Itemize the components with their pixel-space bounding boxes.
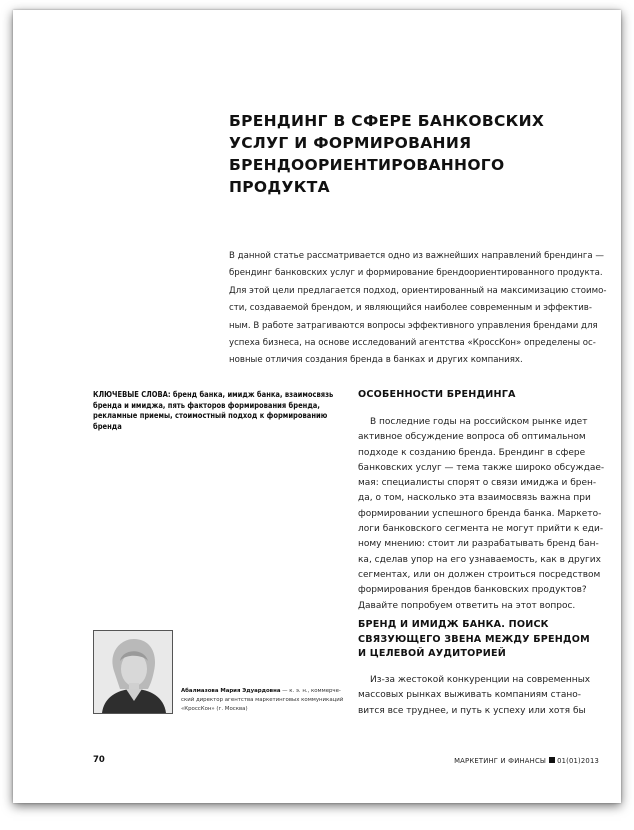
journal-footer (433, 757, 599, 765)
author-name: Абалмазова Мария Эдуардовна (181, 688, 281, 694)
page-number: 70 (93, 755, 105, 765)
body-line: Давайте попробуем ответить на этот вопрос. (358, 600, 576, 611)
abstract-line: новные отличия создания бренда в банках и других компаниях. (229, 355, 523, 366)
body-line: мая: специалисты спорят о связи имиджа и брен- (358, 478, 597, 489)
square-bullet-icon (549, 757, 555, 763)
keywords-line: бренда (93, 421, 122, 431)
abstract-line: ным. В работе затрагиваются вопросы эффективного управления брендами для (229, 320, 598, 331)
body-line: активное обсуждение вопроса об оптимальном (358, 432, 586, 443)
author-line: ский директор агентства маркетинговых коммуникаций (181, 697, 344, 703)
title-line: БРЕНДИНГ В СФЕРЕ БАНКОВСКИХ (229, 112, 545, 130)
heading-line: БРЕНД И ИМИДЖ БАНКА. ПОИСК (358, 619, 549, 630)
author-line: «КроссКон» (г. Москва) (181, 706, 248, 712)
heading-line: И ЦЕЛЕВОЙ АУДИТОРИЕЙ (358, 648, 506, 659)
body-line: логи банковского сегмента не могут прийти к еди- (358, 524, 604, 535)
section2-heading (358, 618, 590, 662)
heading-line: ОСОБЕННОСТИ БРЕНДИНГА (358, 389, 516, 400)
body-line: формирования брендов банковских продуктов? (358, 585, 587, 596)
issue-number: 01(01)2013 (557, 757, 599, 765)
section1-body (358, 415, 608, 614)
title-line: УСЛУГ И ФОРМИРОВАНИЯ (229, 134, 472, 152)
author-photo (93, 630, 173, 714)
body-line: вится все труднее, и путь к успеху или хотя бы (358, 705, 586, 716)
section2-body (358, 673, 608, 719)
abstract-line: В данной статье рассматривается одно из важнейших направлений брендинга — (229, 251, 604, 261)
body-line: формировании успешного бренда банка. Маркето- (358, 508, 602, 519)
body-line: подходе к созданию бренда. Брендинг в сфере (358, 447, 586, 458)
section1-heading (358, 388, 516, 403)
body-line: Из-за жестокой конкуренции на современных (370, 675, 591, 685)
abstract-line: брендинг банковских услуг и формирование брендоориентированного продукта. (229, 268, 603, 279)
abstract-line: успеха бизнеса, на основе исследований агентства «КроссКон» определены ос- (229, 338, 596, 349)
body-line: ка, сделав упор на его узнаваемость, как в других (358, 554, 601, 565)
keywords-line: бренда и имиджа, пять факторов формирования бренда, (93, 400, 320, 410)
author-line (181, 687, 351, 696)
body-line: сегментах, или он должен строиться посредством (358, 569, 601, 580)
keywords-line: рекламные приемы, стоимостный подход к формированию (93, 411, 328, 421)
body-line: В последние годы на российском рынке идет (370, 417, 588, 427)
author-portrait-image (94, 631, 172, 713)
article-title (229, 110, 609, 198)
author-info (181, 687, 351, 714)
article-abstract (229, 248, 607, 370)
body-line: банковских услуг — тема также широко обсуждае- (358, 462, 605, 473)
body-line: ному мнению: стоит ли разрабатывать бренд бан- (358, 539, 599, 550)
keywords-line: КЛЮЧЕВЫЕ СЛОВА: бренд банка, имидж банка, взаимосвязь (93, 390, 334, 399)
heading-line: СВЯЗУЮЩЕГО ЗВЕНА МЕЖДУ БРЕНДОМ (358, 633, 590, 645)
title-line: БРЕНДООРИЕНТИРОВАННОГО ПРОДУКТА (229, 156, 505, 196)
author-title: — к. э. н., коммерче- (280, 688, 341, 694)
keywords-block (93, 390, 334, 432)
journal-name: МАРКЕТИНГ И ФИНАНСЫ (454, 757, 547, 765)
body-line: массовых рынках выживать компаниям стано- (358, 690, 582, 701)
abstract-line: сти, создаваемой брендом, и являющийся наиболее современным и эффектив- (229, 303, 592, 314)
journal-page (13, 10, 621, 803)
body-line: да, о том, насколько эта взаимосвязь важна при (358, 493, 591, 504)
abstract-line: Для этой цели предлагается подход, ориентированный на максимизацию стоимо- (229, 285, 607, 296)
